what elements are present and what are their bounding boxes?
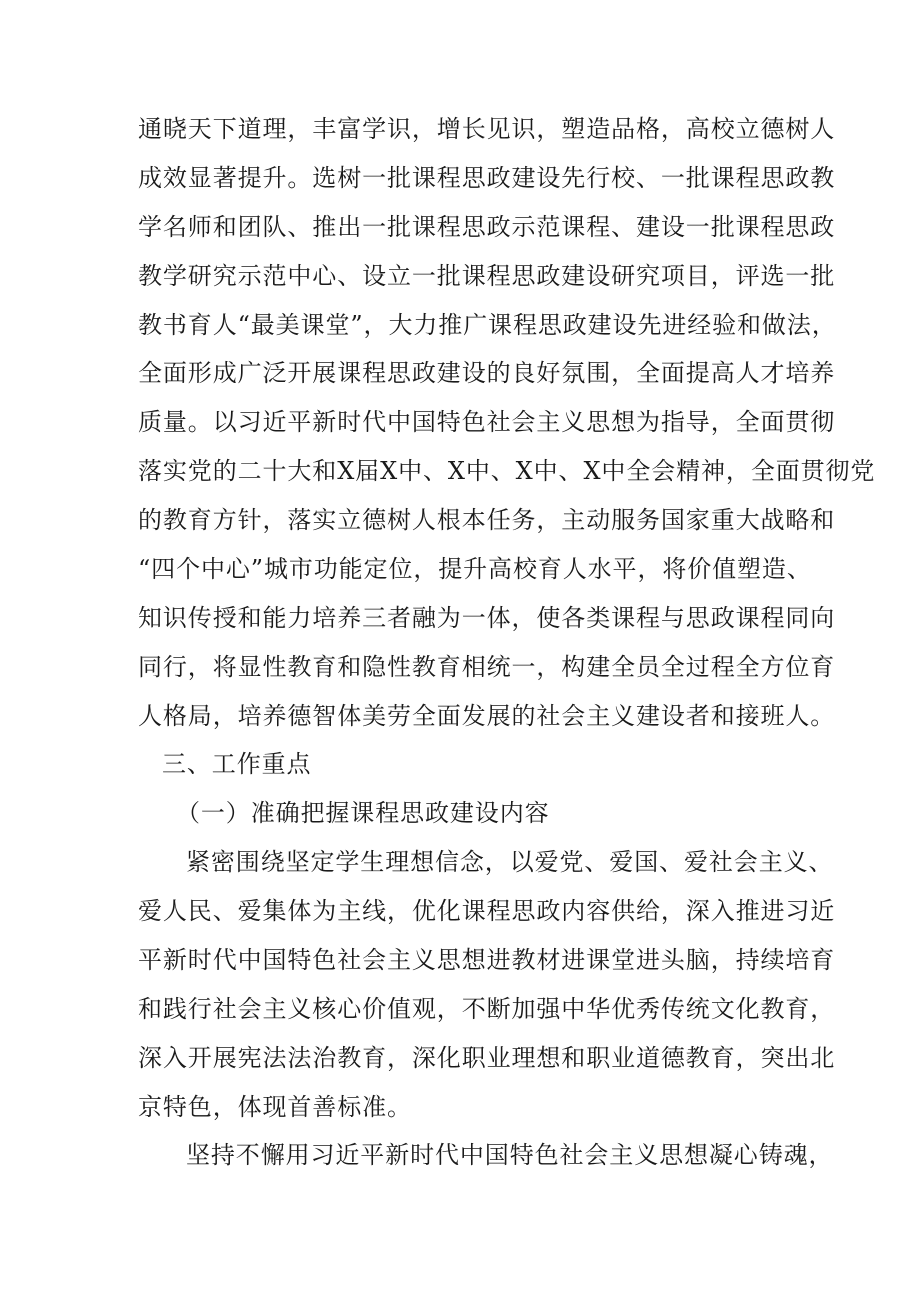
paragraph-line: 人格局，培养德智体美劳全面发展的社会主义建设者和接班人。	[138, 702, 836, 730]
paragraph-line: 教书育人“最美课堂”，大力推广课程思政建设先进经验和做法，	[138, 311, 837, 339]
paragraph-line: 通晓天下道理，丰富学识，增长见识，塑造品格，高校立德树人	[138, 115, 836, 143]
paragraph-line: 教学研究示范中心、设立一批课程思政建设研究项目，评选一批	[138, 262, 836, 290]
paragraph-line: 紧密围绕坚定学生理想信念，以爱党、爱国、爱社会主义、	[186, 848, 834, 876]
paragraph-line: 全面形成广泛开展课程思政建设的良好氛围，全面提高人才培养	[138, 359, 836, 387]
subsection-heading: （一）准确把握课程思政建设内容	[176, 799, 550, 827]
paragraph-line: 坚持不懈用习近平新时代中国特色社会主义思想凝心铸魂，	[186, 1141, 834, 1169]
paragraph-line: 落实党的二十大和X届X中、X中、X中、X中全会精神，全面贯彻党	[138, 457, 876, 485]
paragraph-line: 京特色，体现首善标准。	[138, 1093, 412, 1121]
paragraph-line: 同行，将显性教育和隐性教育相统一，构建全员全过程全方位育	[138, 653, 836, 681]
paragraph-line: 爱人民、爱集体为主线，优化课程思政内容供给，深入推进习近	[138, 897, 836, 925]
paragraph-line: 学名师和团队、推出一批课程思政示范课程、建设一批课程思政	[138, 213, 836, 241]
section-heading: 三、工作重点	[162, 750, 312, 778]
paragraph-line: 成效显著提升。选树一批课程思政建设先行校、一批课程思政教	[138, 164, 836, 192]
paragraph-line: 质量。以习近平新时代中国特色社会主义思想为指导，全面贯彻	[138, 408, 836, 436]
paragraph-line: 的教育方针，落实立德树人根本任务，主动服务国家重大战略和	[138, 506, 836, 534]
paragraph-line: 知识传授和能力培养三者融为一体，使各类课程与思政课程同向	[138, 604, 836, 632]
paragraph-line: 深入开展宪法法治教育，深化职业理想和职业道德教育，突出北	[138, 1044, 836, 1072]
paragraph-line: “四个中心”城市功能定位，提升高校育人水平，将价值塑造、	[138, 555, 812, 583]
paragraph-line: 平新时代中国特色社会主义思想进教材进课堂进头脑，持续培育	[138, 946, 836, 974]
paragraph-line: 和践行社会主义核心价值观，不断加强中华优秀传统文化教育，	[138, 995, 836, 1023]
